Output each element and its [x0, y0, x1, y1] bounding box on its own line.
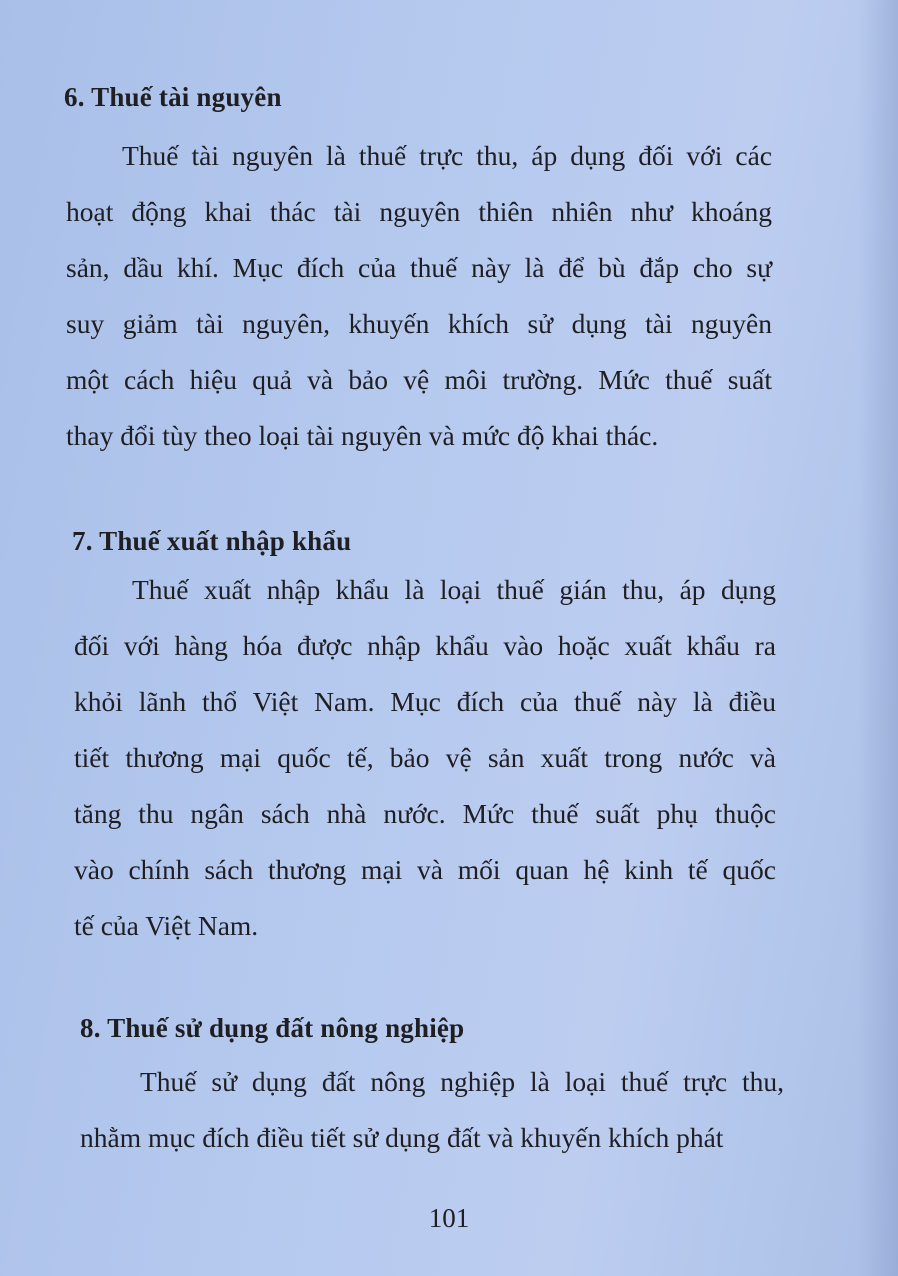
paragraph-line: một cách hiệu quả và bảo vệ môi trường. Mức thuế suất	[66, 364, 772, 395]
paragraph-line: tăng thu ngân sách nhà nước. Mức thuế suất phụ thuộc	[74, 798, 776, 829]
page-edge-shadow	[858, 0, 898, 1276]
bleed-through-texture	[420, 85, 800, 115]
paragraph-line: tế của Việt Nam.	[74, 910, 259, 941]
paragraph-line: hoạt động khai thác tài nguyên thiên nhiên như khoáng	[66, 196, 772, 227]
paragraph-line: nhằm mục đích điều tiết sử dụng đất và khuyến khích phát	[80, 1122, 724, 1153]
section-6-heading: 6. Thuế tài nguyên	[64, 82, 282, 112]
paragraph-line: thay đổi tùy theo loại tài nguyên và mức độ khai thác.	[66, 420, 659, 451]
paragraph-line: suy giảm tài nguyên, khuyến khích sử dụng tài nguyên	[66, 308, 772, 339]
paragraph-line: tiết thương mại quốc tế, bảo vệ sản xuất trong nước và	[74, 742, 776, 773]
section-8-paragraph	[80, 1054, 784, 1166]
section-7-paragraph	[74, 562, 776, 954]
page-number: 101	[428, 1203, 470, 1233]
paragraph-line: sản, dầu khí. Mục đích của thuế này là để bù đắp cho sự	[66, 252, 772, 283]
section-6-paragraph	[66, 128, 772, 464]
section-8-heading: 8. Thuế sử dụng đất nông nghiệp	[80, 1013, 465, 1043]
paragraph-line: Thuế tài nguyên là thuế trực thu, áp dụng đối với các	[122, 140, 772, 171]
paragraph-line: Thuế xuất nhập khẩu là loại thuế gián thu, áp dụng	[132, 574, 776, 605]
paragraph-line: Thuế sử dụng đất nông nghiệp là loại thuế trực thu,	[140, 1066, 784, 1097]
paragraph-line: đối với hàng hóa được nhập khẩu vào hoặc xuất khẩu ra	[74, 630, 776, 661]
section-7-heading: 7. Thuế xuất nhập khẩu	[72, 526, 352, 556]
paragraph-line: vào chính sách thương mại và mối quan hệ kinh tế quốc	[74, 854, 776, 885]
paragraph-line: khỏi lãnh thổ Việt Nam. Mục đích của thuế này là điều	[74, 686, 776, 717]
